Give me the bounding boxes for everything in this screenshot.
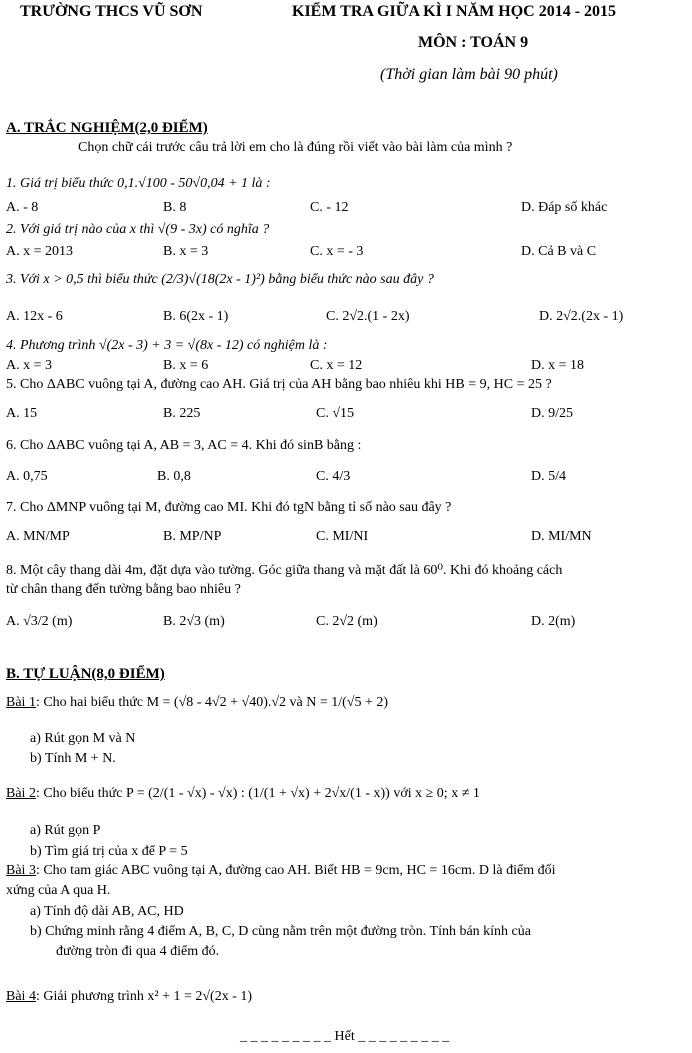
q5-option-a: A. 15 [6, 406, 38, 421]
q1-option-c: C. - 12 [310, 200, 349, 215]
bai-3 [6, 862, 556, 879]
bai-4-text: : Giải phương trình x² + 1 = 2√(2x - 1) [35, 989, 253, 1004]
q3-option-c: C. 2√2.(1 - 2x) [326, 309, 410, 324]
q1-option-b: B. 8 [163, 200, 187, 215]
duration: (Thời gian làm bài 90 phút) [380, 66, 558, 83]
question-6: 6. Cho ΔABC vuông tại A, AB = 3, AC = 4. Khi đó sinB bằng : [6, 438, 362, 453]
bai-1 [6, 694, 388, 711]
q5-option-c: C. √15 [316, 406, 355, 421]
bai-2 [6, 785, 480, 802]
q3-option-b: B. 6(2x - 1) [163, 309, 229, 324]
bai-1-label: Bài 1 [6, 695, 36, 710]
question-3: 3. Với x > 0,5 thì biểu thức (2/3)√(18(2x - 1)²) bằng biểu thức nào sau đây ? [6, 272, 434, 287]
section-a-instruction: Chọn chữ cái trước câu trả lời em cho là đúng rồi viết vào bài làm của mình ? [78, 140, 513, 155]
bai-1-item-b: b) Tính M + N. [30, 751, 116, 766]
q8-option-d: D. 2(m) [531, 614, 576, 629]
q2-option-a: A. x = 2013 [6, 244, 74, 259]
bai-2-item-b: b) Tìm giá trị của x để P = 5 [30, 844, 188, 859]
q3-option-a: A. 12x - 6 [6, 309, 63, 324]
bai-3-text-line-2: xứng của A qua H. [6, 883, 111, 898]
exam-title: KIỂM TRA GIỮA KÌ I NĂM HỌC 2014 - 2015 [292, 3, 617, 20]
section-a-title: A. TRẮC NGHIỆM(2,0 ĐIỂM) [6, 120, 208, 136]
bai-1-text: : Cho hai biểu thức M = (√8 - 4√2 + √40).√2 và N = 1/(√5 + 2) [35, 695, 389, 710]
school-name: TRƯỜNG THCS VŨ SƠN [20, 3, 203, 20]
footer-end: _ _ _ _ _ _ _ _ _ Hết _ _ _ _ _ _ _ _ _ [240, 1029, 450, 1044]
q2-option-d: D. Cả B và C [521, 244, 597, 259]
question-2: 2. Với giá trị nào của x thì √(9 - 3x) có nghĩa ? [6, 222, 270, 237]
bai-3-item-b: b) Chứng minh rằng 4 điểm A, B, C, D cùng nằm trên một đường tròn. Tính bán kính của [30, 924, 531, 939]
q8-option-a: A. √3/2 (m) [6, 614, 73, 629]
bai-3-item-b-cont: đường tròn đi qua 4 điểm đó. [56, 944, 220, 959]
bai-4 [6, 988, 252, 1005]
q4-option-b: B. x = 6 [163, 358, 209, 373]
bai-2-text: : Cho biểu thức P = (2/(1 - √x) - √x) : (1/(1 + √x) + 2√x/(1 - x)) với x ≥ 0; x ≠ 1 [35, 786, 480, 801]
question-7: 7. Cho ΔMNP vuông tại M, đường cao MI. Khi đó tgN bằng tỉ số nào sau đây ? [6, 500, 452, 515]
bai-2-item-a: a) Rút gọn P [30, 823, 101, 838]
q6-option-c: C. 4/3 [316, 469, 351, 484]
q5-option-d: D. 9/25 [531, 406, 573, 421]
q3-option-d: D. 2√2.(2x - 1) [539, 309, 624, 324]
question-8-line-2: từ chân thang đến tường bằng bao nhiêu ? [6, 582, 241, 597]
q7-option-b: B. MP/NP [163, 529, 222, 544]
q8-option-b: B. 2√3 (m) [163, 614, 225, 629]
q6-option-d: D. 5/4 [531, 469, 566, 484]
q7-option-d: D. MI/MN [531, 529, 592, 544]
bai-4-label: Bài 4 [6, 989, 36, 1004]
q1-option-a: A. - 8 [6, 200, 39, 215]
q8-option-c: C. 2√2 (m) [316, 614, 378, 629]
q7-option-c: C. MI/NI [316, 529, 369, 544]
q6-option-b: B. 0,8 [157, 469, 191, 484]
q4-option-c: C. x = 12 [310, 358, 363, 373]
question-1: 1. Giá trị biểu thức 0,1.√100 - 50√0,04 + 1 là : [6, 176, 271, 191]
q2-option-b: B. x = 3 [163, 244, 209, 259]
q5-option-b: B. 225 [163, 406, 201, 421]
bai-3-label: Bài 3 [6, 863, 36, 878]
bai-3-item-a: a) Tính độ dài AB, AC, HD [30, 904, 184, 919]
bai-3-text-line-1: : Cho tam giác ABC vuông tại A, đường cao AH. Biết HB = 9cm, HC = 16cm. D là điểm đối [35, 863, 556, 878]
q2-option-c: C. x = - 3 [310, 244, 364, 259]
subject: MÔN : TOÁN 9 [418, 34, 529, 51]
q1-option-d: D. Đáp số khác [521, 200, 608, 215]
bai-1-item-a: a) Rút gọn M và N [30, 731, 136, 746]
section-b-title: B. TỰ LUẬN(8,0 ĐIỂM) [6, 666, 165, 682]
bai-2-label: Bài 2 [6, 786, 36, 801]
q4-option-a: A. x = 3 [6, 358, 53, 373]
q6-option-a: A. 0,75 [6, 469, 48, 484]
q7-option-a: A. MN/MP [6, 529, 70, 544]
question-5: 5. Cho ΔABC vuông tại A, đường cao AH. Giá trị của AH bằng bao nhiêu khi HB = 9, HC = 25 ? [6, 377, 552, 392]
question-8-line-1: 8. Một cây thang dài 4m, đặt dựa vào tường. Góc giữa thang và mặt đất là 60⁰. Khi đó khoảng cách [6, 563, 563, 578]
question-4: 4. Phương trình √(2x - 3) + 3 = √(8x - 12) có nghiệm là : [6, 338, 328, 353]
q4-option-d: D. x = 18 [531, 358, 585, 373]
